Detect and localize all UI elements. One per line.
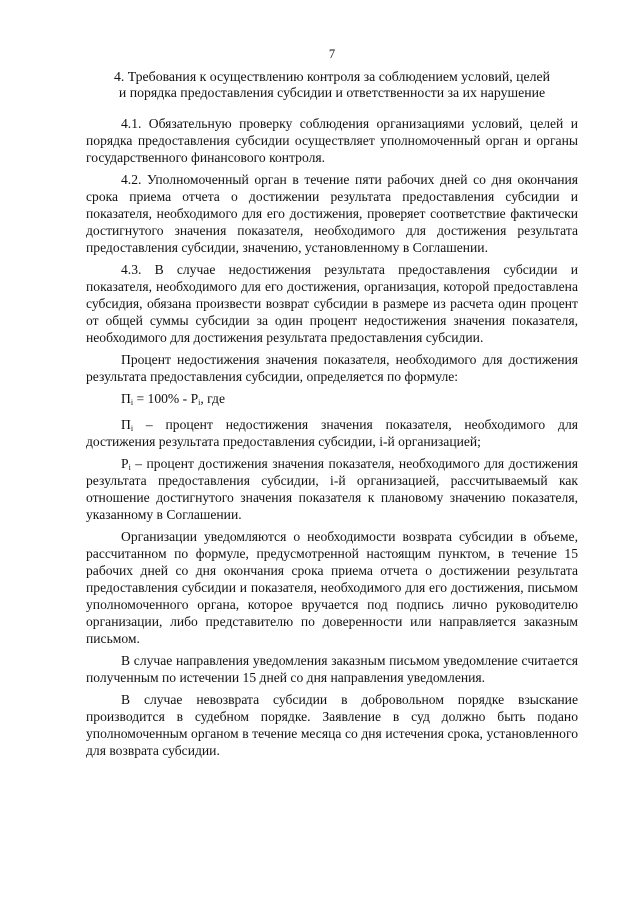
definition-r-text: – процент достижения значения показателя, необходимого для достижения результата предоставления субсидии, i-й организацией, рассчитываемый как отношение достигнутого значения показателя к плановому значению показателя, указанному в Соглашении. <box>86 456 578 522</box>
paragraph-4-1: 4.1. Обязательную проверку соблюдения организациями условий, целей и порядка предоставления субсидии осуществляет уполномоченный орган и органы государственного финансового контроля. <box>86 116 578 165</box>
formula-lhs: П <box>121 391 131 406</box>
symbol-p-sub: i <box>130 424 134 433</box>
paragraph-court-recovery: В случае невозврата субсидии в добровольном порядке взыскание производится в судебном порядке. Заявление в суд должно быть подано уполномоченным органом в течение месяца со дня истечения срока, установленного для возврата субсидии. <box>86 692 578 758</box>
document-body <box>86 115 578 764</box>
symbol-r-sub: i <box>128 463 131 472</box>
section-title <box>86 69 578 101</box>
symbol-r: Р <box>121 456 129 471</box>
formula-eq: = 100% - Р <box>133 391 199 406</box>
paragraph-4-2: 4.2. Уполномоченный орган в течение пяти рабочих дней со дня окончания срока приема отчета о достижении результата предоставления субсидии и показателя, необходимого для его достижения, проверяет соответствие фактически достигнутого значения показателя, необходимого для достижения результата предоставления субсидии, значению, установленному в Соглашении. <box>86 172 578 255</box>
paragraph-formula-intro: Процент недостижения значения показателя, необходимого для достижения результата предоставления субсидии, определяется по формуле: <box>86 352 578 384</box>
document-page <box>86 0 578 905</box>
symbol-p: П <box>121 417 131 432</box>
paragraph-registered-letter: В случае направления уведомления заказным письмом уведомление считается полученным по истечении 15 дней со дня направления уведомления. <box>86 653 578 685</box>
section-title-line-2: и порядка предоставления субсидии и ответственности за их нарушение <box>118 85 546 100</box>
paragraph-4-3: 4.3. В случае недостижения результата предоставления субсидии и показателя, необходимого для его достижения, организация, которой предоставлена субсидия, обязана произвести возврат субсидии в размере из расчета один процент от общей суммы субсидии за один процент недостижения значения показателя, необходимого для достижения результата предоставления субсидии. <box>86 262 578 345</box>
page-number: 7 <box>328 47 336 61</box>
paragraph-definition-r <box>86 455 578 523</box>
formula <box>86 390 578 407</box>
paragraph-notification: Организации уведомляются о необходимости возврата субсидии в объеме, рассчитанном по формуле, предусмотренной настоящим пунктом, в течение 15 рабочих дней со дня окончания срока приема отчета о достижении результата предоставления субсидии и показателя, необходимого для его достижения, письмом уполномоченного органа, которое вручается под подпись лично руководителю организации, либо представителю по доверенности или направляется заказным письмом. <box>86 529 578 646</box>
formula-lhs-sub: i <box>130 398 134 407</box>
paragraph-definition-p <box>86 416 578 450</box>
section-title-line-1: 4. Требования к осуществлению контроля за соблюдением условий, целей <box>113 69 551 84</box>
formula-rhs-sub: i <box>198 398 201 407</box>
definition-p-text: – процент недостижения значения показателя, необходимого для достижения результата предоставления субсидии, i-й организацией; <box>86 417 578 449</box>
formula-tail: , где <box>200 391 226 406</box>
